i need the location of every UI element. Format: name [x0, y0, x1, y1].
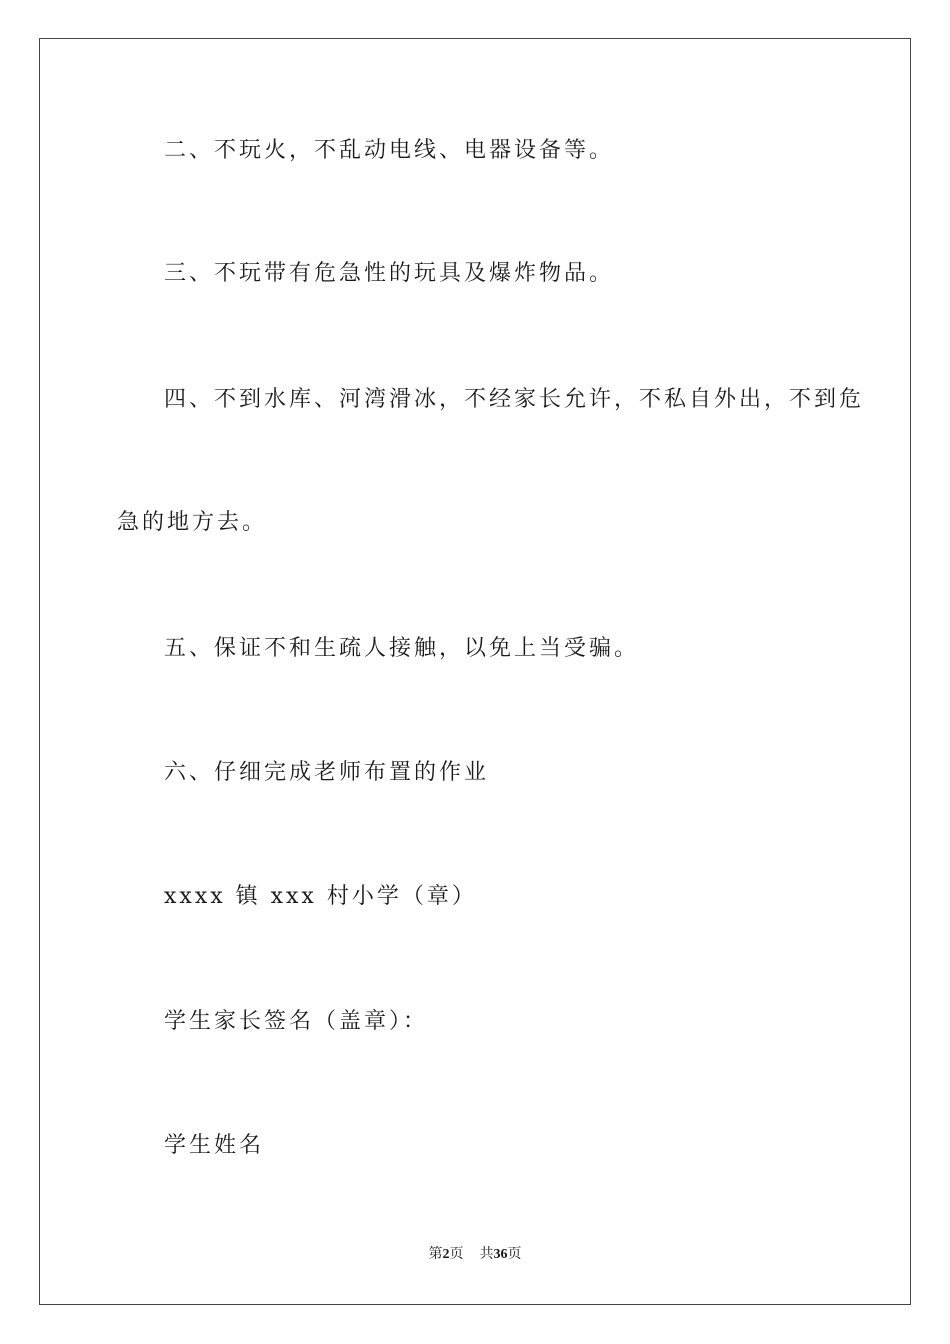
paragraph-rule-4: 四、不到水库、河湾滑冰，不经家长允许，不私自外出，不到危	[164, 387, 865, 412]
paragraph-rule-6: 六、仔细完成老师布置的作业	[164, 760, 490, 785]
page-footer	[0, 1245, 950, 1265]
paragraph-rule-5: 五、保证不和生疏人接触，以免上当受骗。	[164, 636, 640, 661]
page-border	[39, 38, 911, 1305]
footer-total-pages: 36	[493, 1247, 508, 1262]
parent-signature-line: 学生家长签名（盖章）：	[164, 1009, 429, 1034]
footer-page-number: 2	[442, 1247, 450, 1262]
school-stamp-line: xxxx 镇 xxx 村小学（章）	[164, 884, 477, 909]
student-name-line: 学生姓名	[164, 1133, 265, 1158]
footer-total-suffix: 页	[507, 1247, 522, 1262]
paragraph-rule-2: 二、不玩火，不乱动电线、电器设备等。	[164, 138, 615, 163]
footer-page-suffix: 页	[449, 1247, 464, 1262]
footer-total-prefix: 共	[479, 1247, 494, 1262]
paragraph-rule-4-continuation: 急的地方去。	[117, 510, 268, 535]
footer-page-prefix: 第	[428, 1247, 443, 1262]
paragraph-rule-3: 三、不玩带有危急性的玩具及爆炸物品。	[164, 261, 615, 286]
